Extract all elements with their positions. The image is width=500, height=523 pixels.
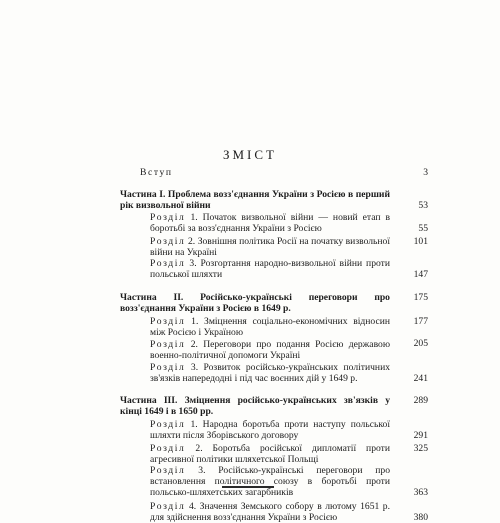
toc-entry-prefix: Розділ (150, 339, 186, 350)
toc-entry-title: 2. Зовнішня політика Росії на початку визвольної війни на Україні (150, 236, 390, 258)
toc-entry-page: 325 (413, 443, 428, 454)
toc-entry-prefix: Розділ (150, 212, 186, 223)
toc-entry-title: 3. Розвиток російсько-українських політичних зв'язків напередодні і під час воєнних дій у 1649 р. (150, 362, 390, 384)
toc-entry-title: 1. Початок визвольної війни — новий етап в боротьбі за возз'єднання України з Росією (150, 212, 390, 234)
toc-entry-title: 1. Народна боротьба проти наступу польської шляхти після Зборівського договору (150, 419, 390, 441)
toc-entry-prefix: Розділ (150, 443, 186, 454)
toc-entry-prefix: Розділ (150, 465, 186, 476)
toc-entry-text: Вступ (140, 167, 173, 178)
toc-entry-text (150, 501, 390, 523)
toc-entry-title: 3. Розгортання народно-визвольної війни проти польської шляхти (150, 258, 390, 280)
toc-entry-prefix: Розділ (150, 236, 186, 247)
toc-entry-page: 55 (418, 223, 428, 234)
toc-entry-text (150, 443, 390, 465)
toc-entry-text (150, 419, 390, 441)
toc-entry-page: 53 (418, 200, 428, 211)
footer-rule (222, 486, 274, 488)
toc-entry-text (150, 339, 390, 361)
toc-entry-text (120, 395, 390, 417)
toc-entry-page: 291 (413, 430, 428, 441)
toc-entry-title: 3. Російсько-українські переговори про встановлення політичного союзу в боротьбі проти польсько-шляхетських загарбників (150, 465, 390, 498)
toc-entry-page: 363 (413, 487, 428, 498)
toc-entry-text (150, 316, 390, 338)
toc-entry-prefix: Розділ (150, 258, 186, 269)
toc-entry-page: 3 (423, 167, 428, 178)
toc-entry-prefix: Частина III. (120, 395, 178, 406)
toc-entry-page: 175 (413, 292, 428, 303)
toc-entry-prefix: Розділ (150, 316, 186, 327)
toc-entry-page: 241 (413, 373, 428, 384)
toc-entry-title: Зміцнення російсько-українських зв'язків у кінці 1649 і в 1650 рр. (120, 395, 390, 417)
toc-entry-text (150, 236, 390, 258)
toc-entry-prefix: Розділ (150, 362, 186, 373)
toc-entry-text (150, 465, 390, 498)
toc-entry-text (120, 292, 390, 314)
toc-entry-text (150, 258, 390, 280)
toc-entry-page: 101 (413, 236, 428, 247)
toc-entry-title: 2. Боротьба російської дипломатії проти агресивної політики шляхетської Польщі (150, 443, 390, 465)
toc-entry-prefix: Розділ (150, 501, 186, 512)
toc-entry-prefix: Розділ (150, 419, 186, 430)
page-title: ЗМІСТ (222, 147, 277, 162)
toc-entry-page: 205 (413, 338, 428, 349)
toc-entry-title: Проблема возз'єднання України з Росією в перший рік визвольної війни (120, 189, 390, 211)
toc-entry-title: 4. Значення Земського собору в лютому 1651 р. для здійснення возз'єднання України з Росією (150, 501, 390, 523)
toc-entry-page: 147 (413, 269, 428, 280)
toc-entry-title: Російсько-українські переговори про возз'єднання України з Росією в 1649 р. (120, 292, 390, 314)
toc-entry-title: 1. Зміцнення соціально-економічних відносин між Росією і Україною (150, 316, 390, 338)
toc-entry-page: 289 (413, 395, 428, 406)
toc-entry-text (150, 362, 390, 384)
toc-entry-text (150, 212, 390, 234)
toc-entry-title: 2. Переговори про подання Росією державою военно-політичної допомоги Україні (150, 339, 390, 361)
toc-entry-prefix: Частина І. (120, 189, 166, 200)
toc-entry-page: 177 (413, 316, 428, 327)
toc-entry-prefix: Частина II. (120, 292, 184, 303)
toc-entry-text (120, 189, 390, 211)
toc-entry-page: 380 (413, 512, 428, 523)
